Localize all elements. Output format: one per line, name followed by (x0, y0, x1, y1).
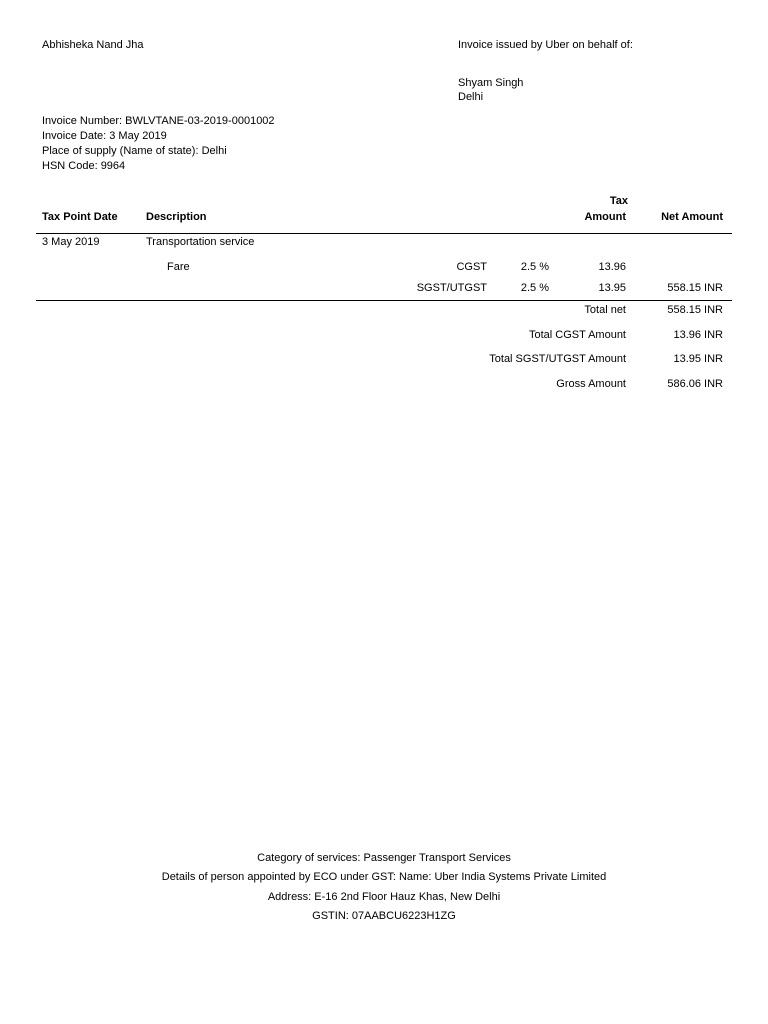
total-value: 13.95 INR (673, 353, 723, 365)
footer-address: Address: E-16 2nd Floor Hauz Khas, New Delhi (267, 891, 501, 903)
total-label: Gross Amount (556, 378, 626, 390)
row-net-amount-sgst: 558.15 INR (667, 282, 723, 294)
table-header-divider (36, 233, 732, 234)
header-tax-amount-line1: Tax (609, 195, 628, 207)
row-date: 3 May 2019 (42, 236, 100, 248)
row-rate-sgst: 2.5 % (520, 282, 549, 294)
row-tax-amount-cgst: 13.96 (598, 261, 626, 273)
issued-by-heading: Invoice issued by Uber on behalf of: (458, 39, 633, 51)
hsn-code: HSN Code: 9964 (42, 160, 126, 172)
total-label: Total net (584, 304, 626, 316)
invoice-date: Invoice Date: 3 May 2019 (42, 130, 167, 142)
invoice-number: Invoice Number: BWLVTANE-03-2019-0001002 (42, 115, 275, 127)
table-rows-divider (36, 300, 732, 301)
header-tax-amount-line2: Amount (584, 211, 626, 223)
driver-city: Delhi (458, 91, 484, 103)
total-value: 586.06 INR (667, 378, 723, 390)
footer-category: Category of services: Passenger Transport Services (257, 852, 511, 864)
row-item-fare: Fare (167, 261, 190, 273)
total-value: 13.96 INR (673, 329, 723, 341)
row-rate-cgst: 2.5 % (520, 261, 549, 273)
footer-eco-details: Details of person appointed by ECO under GST: Name: Uber India Systems Private Limited (161, 871, 607, 883)
row-description: Transportation service (146, 236, 255, 248)
driver-name: Shyam Singh (458, 77, 524, 89)
header-net-amount: Net Amount (661, 211, 723, 223)
total-value: 558.15 INR (667, 304, 723, 316)
footer-gstin: GSTIN: 07AABCU6223H1ZG (312, 910, 456, 922)
row-tax-type-cgst: CGST (456, 261, 487, 273)
place-of-supply: Place of supply (Name of state): Delhi (42, 145, 227, 157)
row-tax-type-sgst: SGST/UTGST (416, 282, 487, 294)
customer-name: Abhisheka Nand Jha (42, 39, 144, 51)
row-tax-amount-sgst: 13.95 (598, 282, 626, 294)
header-description: Description (146, 211, 207, 223)
total-label: Total CGST Amount (528, 329, 626, 341)
header-tax-point-date: Tax Point Date (42, 211, 118, 223)
total-label: Total SGST/UTGST Amount (489, 353, 626, 365)
